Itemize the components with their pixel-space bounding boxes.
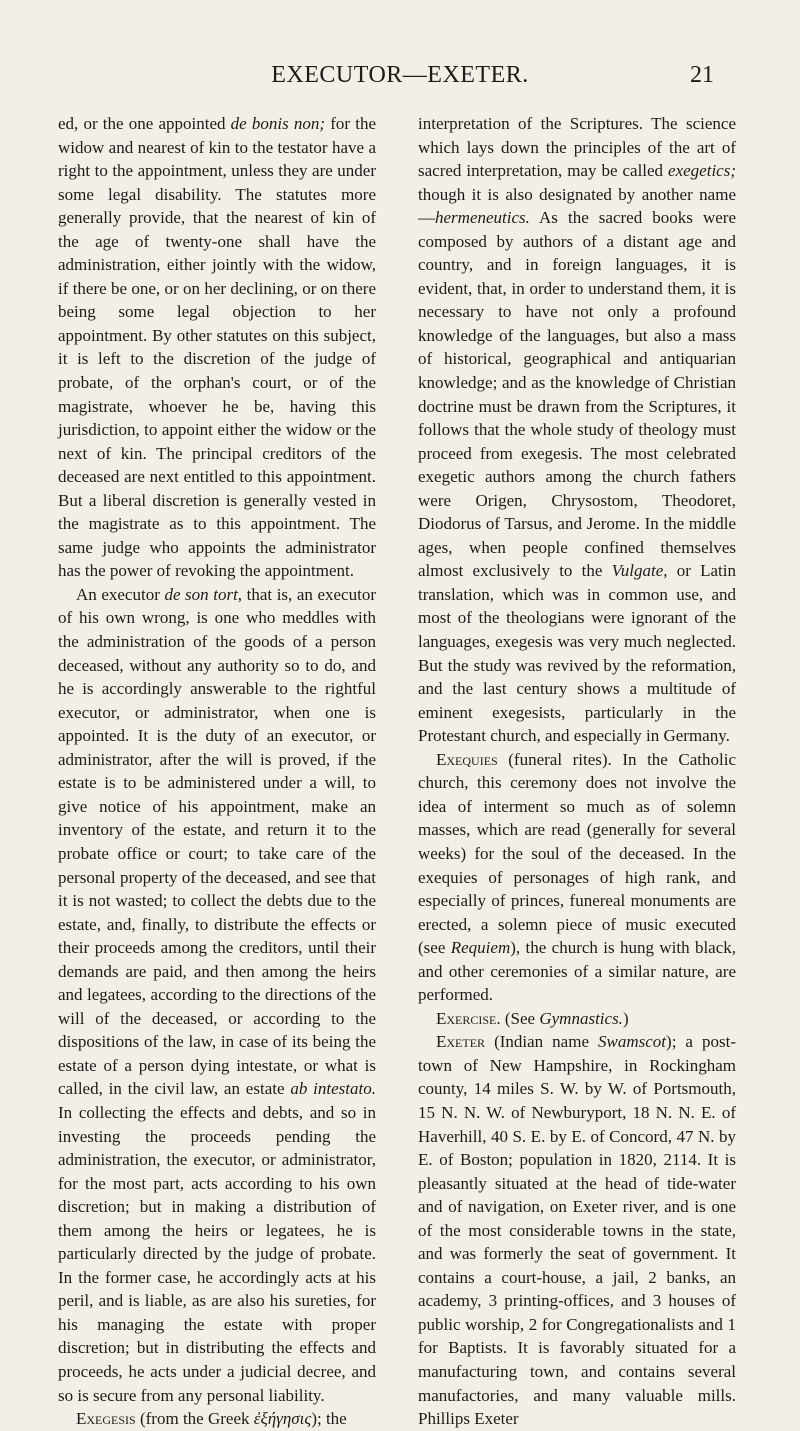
italic-term: hermeneutics. — [435, 208, 530, 228]
greek-term: ἐξήγησις — [253, 1409, 312, 1429]
paragraph-executor-continued — [58, 112, 376, 583]
text-run: As the sacred books were composed by authors of a distant age and country, and in foreign languages, it is evident, that, in order to understand them, it is necessary to have not only a profound knowledge of the languages, but also a mass of historical, geographical and antiquarian knowledge; and as the knowledge of Christian doctrine must be drawn from the Scriptures, it follows that the whole study of theology must proceed from exegesis. The most celebrated exegetic authors among the church fathers were Origen, Chrysostom, Theodoret, Diodorus of Tarsus, and Jerome. In the middle ages, when people confined themselves almost exclusively to the — [418, 208, 736, 581]
text-run: (See — [500, 1008, 540, 1028]
text-run: (funeral rites). In the Catholic church, this ceremony does not involve the idea of interment so much as of solemn masses, which are read (generally for several weeks) for the soul of the deceased. In the exequies of personages of high rank, and especially of princes, funereal monuments are erected, a solemn piece of music executed (see — [418, 749, 736, 958]
text-run: ) — [622, 1008, 629, 1028]
italic-term: Swamscot — [598, 1032, 667, 1052]
text-run: ed, or the one appointed — [58, 114, 231, 133]
paragraph-executor-de-son-tort — [58, 583, 376, 1407]
text-run: interpretation of the Scriptures. The science which lays down the principles of the art of sacred interpretation, may be called — [418, 114, 736, 181]
text-run: ); a post-town of New Hampshire, in Rockingham county, 14 miles S. W. by W. of Portsmouth, 15 N. N. W. of Newburyport, 18 N. N. E. of Haverhill, 40 S. E. by E. of Concord, 47 N. by E. of Boston; population in 1820, 2114. It is pleasantly situated at the head of tide-water and of navigation, on Exeter river, and is one of the most considerable towns in the state, and was formerly the seat of government. It contains a court-house, a jail, 2 banks, an academy, 3 printing-offices, and 3 houses of public worship, 2 for Congregationalists and 1 for Baptists. It is favorably situated for a manufacturing town, and contains several manufactories, and many valuable mills. Phillips Exeter — [418, 1032, 737, 1429]
text-run: ); the — [311, 1409, 347, 1429]
running-head — [0, 62, 800, 92]
entry-exequies — [418, 748, 736, 1007]
entry-exercise — [418, 1007, 736, 1031]
italic-term: ab intestato. — [290, 1079, 376, 1099]
text-run: though it is also designated by another name— — [418, 184, 736, 228]
page-number: 21 — [690, 62, 714, 88]
text-run: or Latin translation, which was in common use, and most of the theologians were ignorant of the languages, exegesis was very much neglected. But the study was revived by the reformation, and the last century shows a multitude of eminent exegesists, particularly in the Protestant church, and especially in Germany. — [418, 561, 736, 746]
italic-term: de son tort, — [164, 584, 243, 604]
entry-headword: Exercise. — [436, 1008, 501, 1028]
italic-term: de bonis non; — [230, 114, 326, 133]
text-run: for the widow and nearest of kin to the testator have a right to the appointment, unless they are under some legal disability. The statutes more generally provide, that the nearest of kin of the age of twenty-one shall have the administration, either jointly with the widow, if there be one, or on her declining, or on there being some legal objection to her appointment. By other statutes on this subject, it is left to the discretion of the judge of probate, of the orphan's court, or of the magistrate, whoever he be, having this jurisdiction, to appoint either the widow or the next of kin. The principal creditors of the deceased are next entitled to this appointment. But a liberal discretion is generally vested in the magistrate as to this appointment. The same judge who appoints the administrator has the power of revoking the appointment. — [58, 114, 376, 581]
text-run: An executor — [76, 584, 165, 604]
entry-headword: Exeter — [436, 1032, 486, 1052]
text-run: In collecting the effects and debts, and so in investing the proceeds pending the administration, the executor, or administrator, for the most part, acts according to his own discretion; but in making a distribution of them among the heirs or legatees, he is particularly directed by the judge of probate. In the former case, he accordingly acts at his peril, and is liable, as are also his sureties, for his managing the estate with proper discretion; but in distributing the effects and proceeds, he acts under a judicial decree, and so is secure from any personal liability. — [58, 1102, 376, 1405]
text-run: (from the Greek — [135, 1409, 254, 1429]
text-run: (Indian name — [485, 1032, 599, 1052]
left-column — [58, 112, 376, 1431]
running-title: EXECUTOR—EXETER. — [271, 62, 529, 88]
paragraph-exegesis-continued — [418, 112, 736, 748]
entry-headword: Exegesis — [76, 1409, 136, 1429]
entry-exegesis — [58, 1407, 376, 1431]
italic-term: Vulgate, — [611, 561, 668, 581]
cross-reference: Gymnastics. — [539, 1008, 623, 1028]
right-column — [418, 112, 736, 1431]
text-run: that is, an executor of his own wrong, is one who meddles with the administration of the goods of a person deceased, without any authority so to do, and he is accordingly answerable to the rightful executor, or administrator, when one is appointed. It is the duty of an executor, or administrator, after the will is proved, if the estate is to be administered under a will, to give notice of his appointment, make an inventory of the estate, and return it to the probate office or court; to take care of the personal property of the deceased, and see that it is not wasted; to collect the debts due to the estate, and, finally, to distribute the effects or their proceeds among the creditors, until their demands are paid, and then among the heirs and legatees, according to the directions of the will of the deceased, or according to the dispositions of the law, in case of its being the estate of a person dying intestate, or what is called, in the civil law, an estate — [58, 584, 376, 1099]
text-run: ), the church is hung with black, and other ceremonies of a similar nature, are performed. — [418, 938, 737, 1005]
entry-headword: Exequies — [436, 749, 498, 769]
entry-exeter — [418, 1030, 736, 1430]
cross-reference: Requiem — [450, 938, 511, 958]
italic-term: exegetics; — [668, 161, 736, 181]
